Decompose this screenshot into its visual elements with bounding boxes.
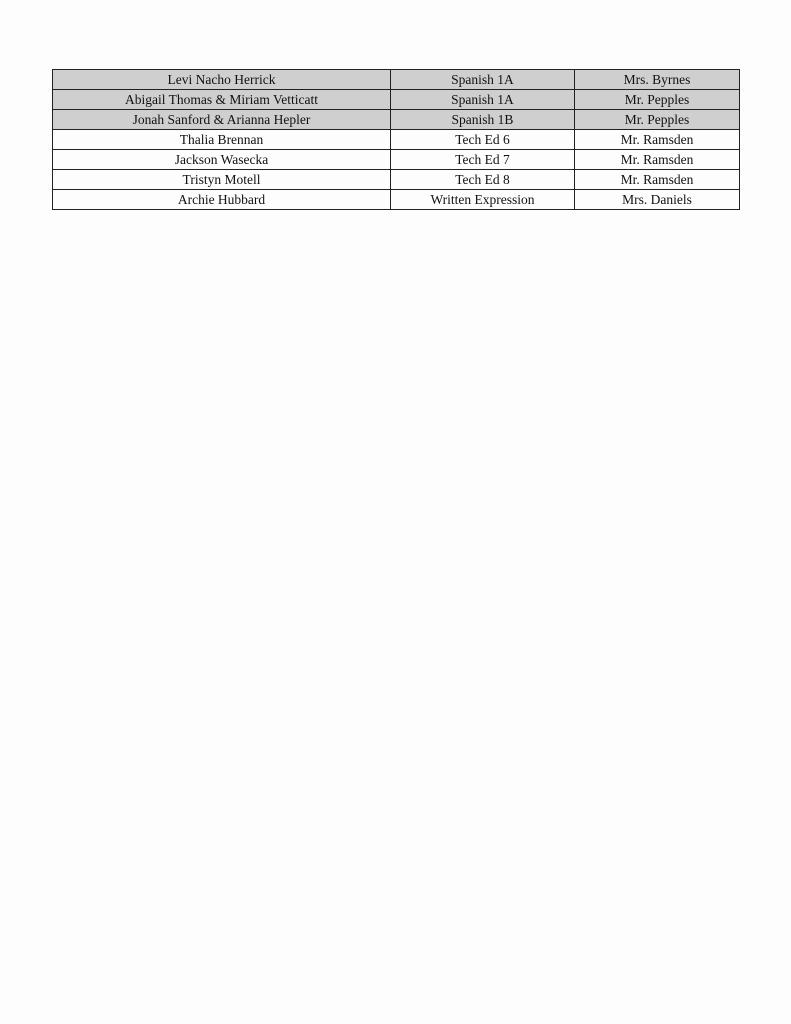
table-body <box>53 70 740 210</box>
teacher-cell: Mr. Ramsden <box>575 150 740 170</box>
class-cell: Written Expression <box>391 190 575 210</box>
class-cell: Spanish 1A <box>391 70 575 90</box>
student-name-cell: Jackson Wasecka <box>53 150 391 170</box>
table-row <box>53 70 740 90</box>
student-name-cell: Tristyn Motell <box>53 170 391 190</box>
student-name-cell: Archie Hubbard <box>53 190 391 210</box>
class-cell: Tech Ed 8 <box>391 170 575 190</box>
table-row <box>53 170 740 190</box>
student-name-cell: Abigail Thomas & Miriam Vetticatt <box>53 90 391 110</box>
class-cell: Tech Ed 6 <box>391 130 575 150</box>
table-row <box>53 150 740 170</box>
student-name-cell: Levi Nacho Herrick <box>53 70 391 90</box>
table-row <box>53 190 740 210</box>
table-row <box>53 130 740 150</box>
class-cell: Spanish 1B <box>391 110 575 130</box>
teacher-cell: Mrs. Byrnes <box>575 70 740 90</box>
teacher-cell: Mr. Ramsden <box>575 170 740 190</box>
class-cell: Tech Ed 7 <box>391 150 575 170</box>
teacher-cell: Mr. Pepples <box>575 90 740 110</box>
teacher-cell: Mrs. Daniels <box>575 190 740 210</box>
student-name-cell: Jonah Sanford & Arianna Hepler <box>53 110 391 130</box>
table-row <box>53 90 740 110</box>
class-cell: Spanish 1A <box>391 90 575 110</box>
table-row <box>53 110 740 130</box>
student-name-cell: Thalia Brennan <box>53 130 391 150</box>
teacher-cell: Mr. Pepples <box>575 110 740 130</box>
student-class-table <box>52 69 740 210</box>
teacher-cell: Mr. Ramsden <box>575 130 740 150</box>
